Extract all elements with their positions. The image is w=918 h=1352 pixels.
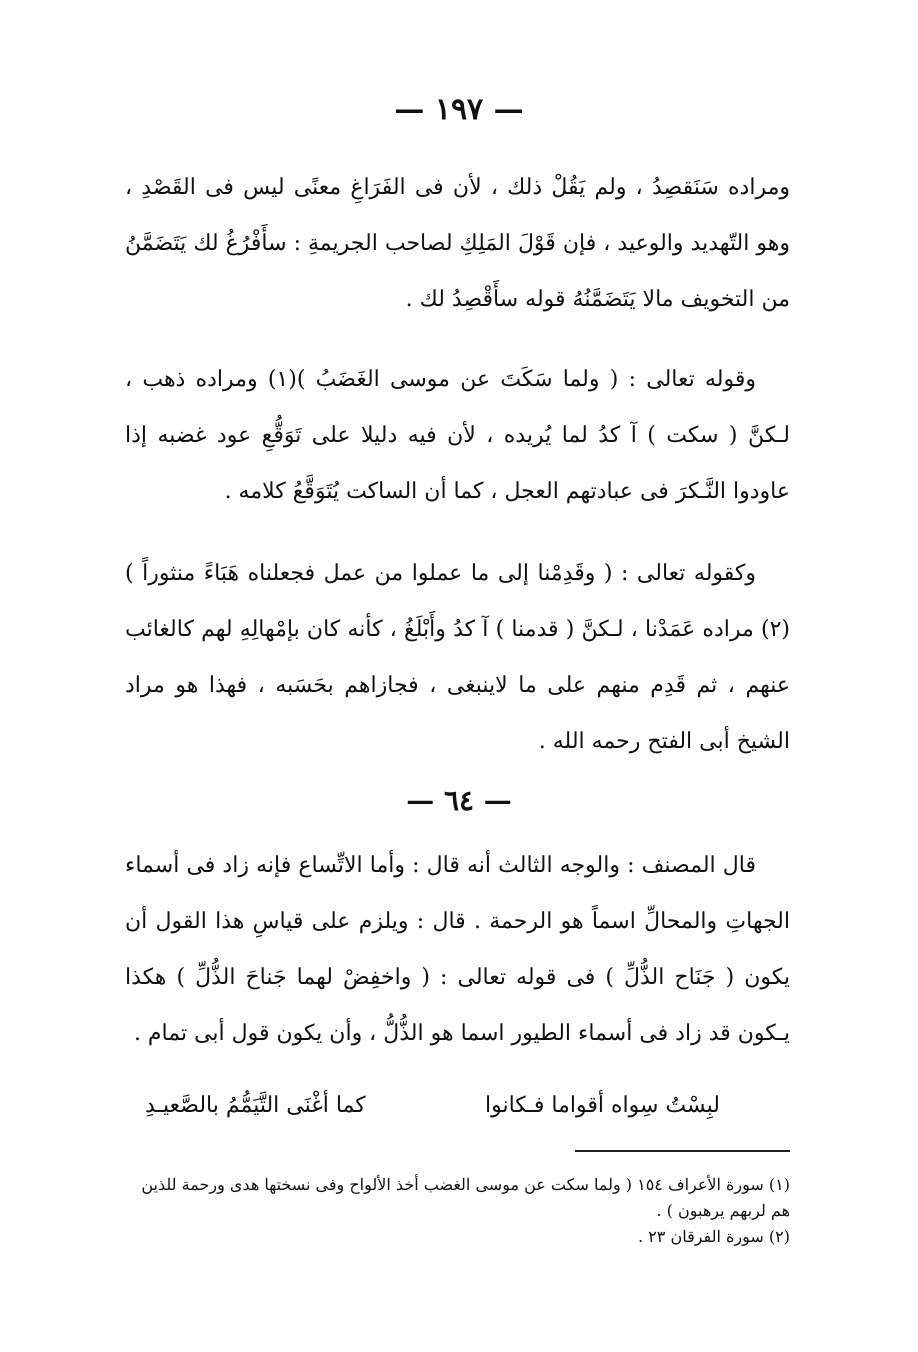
paragraph-text: ومراده سَنَقصِدُ ، ولم يَقُلْ ذلك ، لأن فى الفَرَاغِ معنًى ليس فى القَصْدِ ، وهو التّهديد والوعيد ، فإن قَوْلَ المَلِكِ لصاحب الجريمةِ : سأَفْرُغُ لك يَتَضَمَّنُ من التخويف مالا يَتَضَمَّنُهُ قوله سأَقْصِدُ لك . xyxy=(125,175,790,312)
verse-second-hemistich: كما أغْنَى التَّيَمُّمُ بالصَّعيـدِ xyxy=(145,1093,366,1118)
paragraph-text: قال المصنف : والوجه الثالث أنه قال : وأما الاتِّساع فإنه زاد فى أسماء الجهاتِ والمحالِّ اسماً هو الرحمة . قال : ويلزم على قياسِ هذا القول أن يكون ( جَنَاح الذُّلِّ ) فى قوله تعالى : ( واخفِضْ لهما جَناحَ الذُّلِّ ) هكذا يـكون قد زاد فى أسماء الطيور اسما هو الذُّلُّ ، وأن يكون قول أبى تمام . xyxy=(125,853,790,1046)
footnote-divider xyxy=(575,1150,790,1152)
paragraph-text: وقوله تعالى : ( ولما سَكَتَ عن موسى الغَضَبُ )(١) ومراده ذهب ، لـكنَّ ( سكت ) آ كدُ لما يُريده ، لأن فيه دليلا على تَوَقُّعِ عود غضبه إذا عاودوا النَّـكرَ فى عبادتهم العجل ، كما أن الساكت يُتَوَقَّعُ كلامه . xyxy=(125,367,790,504)
paragraph-text: وكقوله تعالى : ( وقَدِمْنا إلى ما عملوا من عمل فجعلناه هَبَاءً منثوراً )(٢) مراده عَمَدْنا ، لـكنَّ ( قدمنا ) آ كدُ وأَبْلَغُ ، كأنه كان بإمْهالِهِ لهم كالغائب عنهم ، ثم قَدِم منهم على ما لاينبغى ، فجازاهم بحَسَبه ، فهذا هو مراد الشيخ أبى الفتح رحمه الله . xyxy=(125,561,790,754)
footnote-2: (٢) سورة الفرقان ٢٣ . xyxy=(638,1227,790,1246)
page-number: — ١٩٧ — xyxy=(394,92,524,127)
paragraph-3 xyxy=(125,546,790,770)
verse-first-hemistich: لبِسْتُ سِواه أقواما فـكانوا xyxy=(485,1093,720,1118)
poetry-verse xyxy=(125,1084,790,1128)
footnote-1: (١) سورة الأعراف ١٥٤ ( ولما سكت عن موسى الغضب أخذ الألواح وفى نسختها هدى ورحمة للذين هم لربهم يرهبون ) . xyxy=(141,1175,790,1220)
paragraph-2 xyxy=(125,352,790,520)
section-number: — ٦٤ — xyxy=(406,784,512,817)
footnotes xyxy=(125,1172,790,1250)
paragraph-4 xyxy=(125,838,790,1062)
paragraph-1 xyxy=(125,160,790,328)
